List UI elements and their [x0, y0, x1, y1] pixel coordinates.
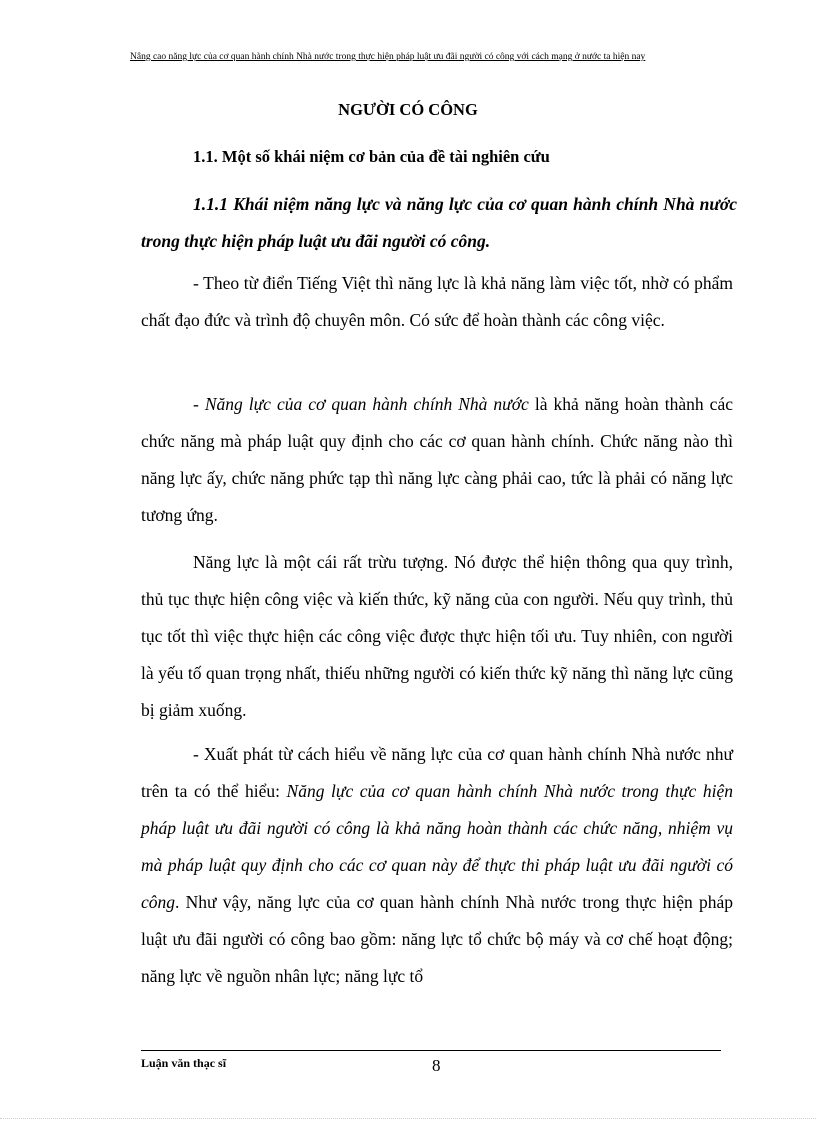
- section-heading: 1.1. Một số khái niệm cơ bản của đề tài nghiên cứu: [193, 147, 550, 166]
- page-edge-dotted-line: [0, 1118, 816, 1119]
- paragraph-4-italic-definition: Năng lực của cơ quan hành chính Nhà nước trong thực hiện pháp luật ưu đãi người có công là khả năng hoàn thành các chức năng, nhiệm vụ mà pháp luật quy định cho các cơ quan này để thực thi pháp luật ưu đãi người có công: [141, 781, 733, 912]
- paragraph-2: [141, 386, 733, 534]
- paragraph-4-body: . Như vậy, năng lực của cơ quan hành chính Nhà nước trong thực hiện pháp luật ưu đãi người có công bao gồm: năng lực tổ chức bộ máy và cơ chế hoạt động; năng lực về nguồn nhân lực; năng lực tổ: [141, 892, 733, 986]
- paragraph-1: - Theo từ điển Tiếng Việt thì năng lực là khả năng làm việc tốt, nhờ có phẩm chất đạo đức và trình độ chuyên môn. Có sức để hoàn thành các công việc.: [141, 273, 733, 330]
- subsection-heading: 1.1.1 Khái niệm năng lực và năng lực của cơ quan hành chính Nhà nước trong thực hiện pháp luật ưu đãi người có công.: [141, 194, 737, 251]
- paragraph-2-italic-term: Năng lực của cơ quan hành chính Nhà nước: [204, 394, 529, 414]
- page-number: 8: [432, 1056, 441, 1075]
- footer-divider: [141, 1050, 721, 1051]
- running-header: Nâng cao năng lực của cơ quan hành chính Nhà nước trong thực hiện pháp luật ưu đãi người có công với cách mạng ở nước ta hiện nay: [130, 52, 646, 62]
- paragraph-3: Năng lực là một cái rất trừu tượng. Nó được thể hiện thông qua quy trình, thủ tục thực hiện công việc và kiến thức, kỹ năng của con người. Nếu quy trình, thủ tục tốt thì việc thực hiện các công việc được thực hiện tối ưu. Tuy nhiên, con người là yếu tố quan trọng nhất, thiếu những người có kiến thức kỹ năng thì năng lực cũng bị giảm xuống.: [141, 552, 733, 720]
- paragraph-4: [141, 736, 733, 995]
- chapter-title: NGƯỜI CÓ CÔNG: [338, 100, 478, 119]
- footer-label: Luận văn thạc sĩ: [141, 1056, 227, 1070]
- paragraph-2-prefix: -: [193, 394, 205, 414]
- paragraph-4-prefix: - Xuất phát từ cách hiểu về năng lực của cơ quan hành chính Nhà nước như trên ta có thể hiểu:: [141, 744, 733, 801]
- paragraph-2-body: là khả năng hoàn thành các chức năng mà pháp luật quy định cho các cơ quan hành chính. Chức năng nào thì năng lực ấy, chức năng phức tạp thì năng lực càng phải cao, tức là phải có năng lực tương ứng.: [141, 394, 733, 525]
